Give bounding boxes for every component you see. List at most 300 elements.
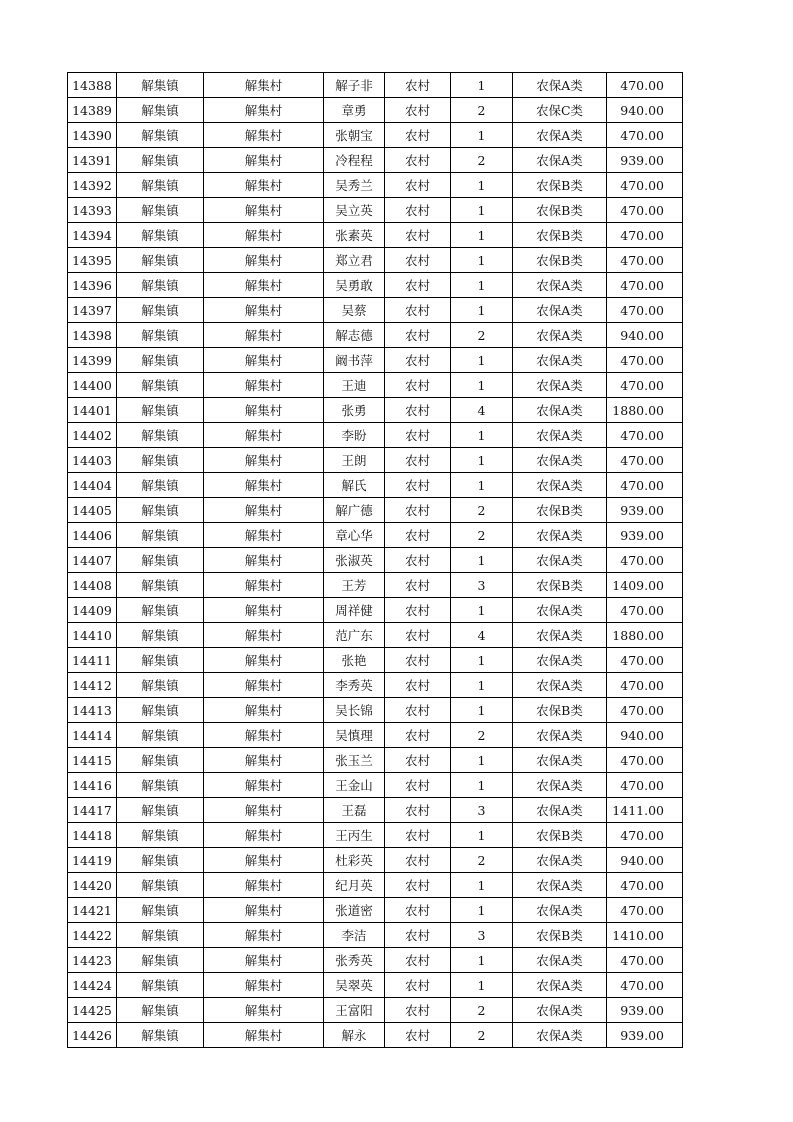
insurance-category-cell: 农保A类 (513, 723, 607, 748)
household-type-cell: 农村 (385, 373, 451, 398)
table-row (68, 473, 683, 498)
record-id-cell: 14418 (68, 823, 117, 848)
amount-cell: 470.00 (607, 248, 683, 273)
town-cell: 解集镇 (117, 823, 204, 848)
amount-cell: 1411.00 (607, 798, 683, 823)
record-id-cell: 14390 (68, 123, 117, 148)
household-type-cell: 农村 (385, 298, 451, 323)
insurance-category-cell: 农保A类 (513, 323, 607, 348)
insurance-category-cell: 农保A类 (513, 448, 607, 473)
table-row (68, 823, 683, 848)
village-cell: 解集村 (204, 273, 324, 298)
village-cell: 解集村 (204, 323, 324, 348)
household-type-cell: 农村 (385, 223, 451, 248)
amount-cell: 470.00 (607, 173, 683, 198)
town-cell: 解集镇 (117, 323, 204, 348)
village-cell: 解集村 (204, 673, 324, 698)
household-type-cell: 农村 (385, 148, 451, 173)
name-cell: 解志德 (324, 323, 385, 348)
record-id-cell: 14388 (68, 73, 117, 98)
town-cell: 解集镇 (117, 548, 204, 573)
insurance-category-cell: 农保A类 (513, 523, 607, 548)
town-cell: 解集镇 (117, 773, 204, 798)
person-count-cell: 1 (451, 348, 513, 373)
record-id-cell: 14389 (68, 98, 117, 123)
amount-cell: 470.00 (607, 548, 683, 573)
amount-cell: 470.00 (607, 973, 683, 998)
amount-cell: 470.00 (607, 873, 683, 898)
table-row (68, 1023, 683, 1048)
insurance-category-cell: 农保A类 (513, 123, 607, 148)
town-cell: 解集镇 (117, 248, 204, 273)
town-cell: 解集镇 (117, 948, 204, 973)
name-cell: 李洁 (324, 923, 385, 948)
village-cell: 解集村 (204, 848, 324, 873)
village-cell: 解集村 (204, 73, 324, 98)
name-cell: 周祥健 (324, 598, 385, 623)
record-id-cell: 14408 (68, 573, 117, 598)
record-id-cell: 14423 (68, 948, 117, 973)
town-cell: 解集镇 (117, 873, 204, 898)
town-cell: 解集镇 (117, 673, 204, 698)
table-row (68, 973, 683, 998)
town-cell: 解集镇 (117, 848, 204, 873)
insurance-category-cell: 农保A类 (513, 548, 607, 573)
amount-cell: 470.00 (607, 198, 683, 223)
name-cell: 解子非 (324, 73, 385, 98)
name-cell: 吴长锦 (324, 698, 385, 723)
person-count-cell: 3 (451, 798, 513, 823)
insurance-category-cell: 农保B类 (513, 173, 607, 198)
table-row (68, 423, 683, 448)
household-type-cell: 农村 (385, 73, 451, 98)
name-cell: 王迪 (324, 373, 385, 398)
record-id-cell: 14393 (68, 198, 117, 223)
person-count-cell: 4 (451, 623, 513, 648)
table-row (68, 98, 683, 123)
insurance-category-cell: 农保B类 (513, 573, 607, 598)
person-count-cell: 1 (451, 973, 513, 998)
name-cell: 吴慎理 (324, 723, 385, 748)
table-row (68, 348, 683, 373)
name-cell: 章心华 (324, 523, 385, 548)
household-type-cell: 农村 (385, 673, 451, 698)
table-row (68, 198, 683, 223)
record-id-cell: 14398 (68, 323, 117, 348)
person-count-cell: 1 (451, 748, 513, 773)
amount-cell: 470.00 (607, 748, 683, 773)
record-id-cell: 14421 (68, 898, 117, 923)
insurance-category-cell: 农保A类 (513, 748, 607, 773)
name-cell: 冷程程 (324, 148, 385, 173)
amount-cell: 1880.00 (607, 398, 683, 423)
town-cell: 解集镇 (117, 623, 204, 648)
household-type-cell: 农村 (385, 198, 451, 223)
town-cell: 解集镇 (117, 398, 204, 423)
name-cell: 郑立君 (324, 248, 385, 273)
village-cell: 解集村 (204, 773, 324, 798)
village-cell: 解集村 (204, 398, 324, 423)
insurance-category-cell: 农保A类 (513, 73, 607, 98)
village-cell: 解集村 (204, 623, 324, 648)
village-cell: 解集村 (204, 798, 324, 823)
amount-cell: 470.00 (607, 273, 683, 298)
amount-cell: 470.00 (607, 673, 683, 698)
household-type-cell: 农村 (385, 498, 451, 523)
amount-cell: 470.00 (607, 223, 683, 248)
village-cell: 解集村 (204, 98, 324, 123)
town-cell: 解集镇 (117, 923, 204, 948)
record-id-cell: 14407 (68, 548, 117, 573)
table-row (68, 248, 683, 273)
household-type-cell: 农村 (385, 623, 451, 648)
table-row (68, 373, 683, 398)
name-cell: 解广德 (324, 498, 385, 523)
person-count-cell: 2 (451, 498, 513, 523)
household-type-cell: 农村 (385, 423, 451, 448)
insurance-category-cell: 农保C类 (513, 98, 607, 123)
town-cell: 解集镇 (117, 373, 204, 398)
person-count-cell: 1 (451, 273, 513, 298)
village-cell: 解集村 (204, 198, 324, 223)
amount-cell: 1880.00 (607, 623, 683, 648)
table-row (68, 923, 683, 948)
village-cell: 解集村 (204, 873, 324, 898)
town-cell: 解集镇 (117, 898, 204, 923)
record-id-cell: 14402 (68, 423, 117, 448)
town-cell: 解集镇 (117, 198, 204, 223)
village-cell: 解集村 (204, 423, 324, 448)
insurance-category-cell: 农保A类 (513, 998, 607, 1023)
record-id-cell: 14411 (68, 648, 117, 673)
village-cell: 解集村 (204, 823, 324, 848)
table-row (68, 848, 683, 873)
person-count-cell: 1 (451, 548, 513, 573)
amount-cell: 939.00 (607, 523, 683, 548)
village-cell: 解集村 (204, 998, 324, 1023)
amount-cell: 470.00 (607, 373, 683, 398)
amount-cell: 470.00 (607, 948, 683, 973)
town-cell: 解集镇 (117, 123, 204, 148)
record-id-cell: 14426 (68, 1023, 117, 1048)
amount-cell: 939.00 (607, 148, 683, 173)
insurance-category-cell: 农保A类 (513, 648, 607, 673)
amount-cell: 470.00 (607, 598, 683, 623)
record-id-cell: 14413 (68, 698, 117, 723)
table-row (68, 523, 683, 548)
table-row (68, 623, 683, 648)
person-count-cell: 1 (451, 373, 513, 398)
household-type-cell: 农村 (385, 473, 451, 498)
insurance-category-cell: 农保A类 (513, 673, 607, 698)
town-cell: 解集镇 (117, 498, 204, 523)
record-id-cell: 14425 (68, 998, 117, 1023)
name-cell: 王磊 (324, 798, 385, 823)
town-cell: 解集镇 (117, 173, 204, 198)
name-cell: 张淑英 (324, 548, 385, 573)
household-type-cell: 农村 (385, 748, 451, 773)
town-cell: 解集镇 (117, 298, 204, 323)
amount-cell: 470.00 (607, 348, 683, 373)
village-cell: 解集村 (204, 598, 324, 623)
person-count-cell: 3 (451, 923, 513, 948)
record-id-cell: 14406 (68, 523, 117, 548)
town-cell: 解集镇 (117, 148, 204, 173)
person-count-cell: 1 (451, 298, 513, 323)
name-cell: 张道密 (324, 898, 385, 923)
amount-cell: 470.00 (607, 298, 683, 323)
table-row (68, 873, 683, 898)
person-count-cell: 1 (451, 673, 513, 698)
town-cell: 解集镇 (117, 998, 204, 1023)
table-row (68, 498, 683, 523)
village-cell: 解集村 (204, 498, 324, 523)
table-row (68, 798, 683, 823)
record-id-cell: 14420 (68, 873, 117, 898)
person-count-cell: 1 (451, 898, 513, 923)
household-type-cell: 农村 (385, 573, 451, 598)
record-id-cell: 14417 (68, 798, 117, 823)
table-row (68, 723, 683, 748)
record-id-cell: 14415 (68, 748, 117, 773)
person-count-cell: 3 (451, 573, 513, 598)
name-cell: 章勇 (324, 98, 385, 123)
village-cell: 解集村 (204, 648, 324, 673)
insurance-category-cell: 农保A类 (513, 973, 607, 998)
table-row (68, 148, 683, 173)
name-cell: 李盼 (324, 423, 385, 448)
name-cell: 张玉兰 (324, 748, 385, 773)
table-row (68, 773, 683, 798)
person-count-cell: 2 (451, 848, 513, 873)
person-count-cell: 2 (451, 98, 513, 123)
household-type-cell: 农村 (385, 648, 451, 673)
household-type-cell: 农村 (385, 998, 451, 1023)
table-row (68, 548, 683, 573)
record-id-cell: 14392 (68, 173, 117, 198)
town-cell: 解集镇 (117, 798, 204, 823)
household-type-cell: 农村 (385, 548, 451, 573)
village-cell: 解集村 (204, 723, 324, 748)
name-cell: 王富阳 (324, 998, 385, 1023)
household-type-cell: 农村 (385, 448, 451, 473)
person-count-cell: 1 (451, 773, 513, 798)
amount-cell: 1410.00 (607, 923, 683, 948)
town-cell: 解集镇 (117, 523, 204, 548)
table-row (68, 273, 683, 298)
village-cell: 解集村 (204, 698, 324, 723)
household-type-cell: 农村 (385, 273, 451, 298)
person-count-cell: 1 (451, 248, 513, 273)
record-id-cell: 14401 (68, 398, 117, 423)
table-row (68, 123, 683, 148)
town-cell: 解集镇 (117, 698, 204, 723)
name-cell: 张秀英 (324, 948, 385, 973)
amount-cell: 470.00 (607, 73, 683, 98)
person-count-cell: 1 (451, 823, 513, 848)
village-cell: 解集村 (204, 148, 324, 173)
person-count-cell: 1 (451, 73, 513, 98)
name-cell: 解氏 (324, 473, 385, 498)
village-cell: 解集村 (204, 448, 324, 473)
record-id-cell: 14394 (68, 223, 117, 248)
insurance-category-cell: 农保A类 (513, 473, 607, 498)
insurance-category-cell: 农保B类 (513, 248, 607, 273)
table-row (68, 598, 683, 623)
name-cell: 王芳 (324, 573, 385, 598)
table-row (68, 648, 683, 673)
table-row (68, 998, 683, 1023)
record-id-cell: 14391 (68, 148, 117, 173)
name-cell: 张朝宝 (324, 123, 385, 148)
name-cell: 李秀英 (324, 673, 385, 698)
person-count-cell: 4 (451, 398, 513, 423)
person-count-cell: 1 (451, 473, 513, 498)
town-cell: 解集镇 (117, 348, 204, 373)
town-cell: 解集镇 (117, 448, 204, 473)
amount-cell: 939.00 (607, 1023, 683, 1048)
record-id-cell: 14405 (68, 498, 117, 523)
household-type-cell: 农村 (385, 123, 451, 148)
insurance-category-cell: 农保B类 (513, 923, 607, 948)
village-cell: 解集村 (204, 373, 324, 398)
person-count-cell: 1 (451, 173, 513, 198)
village-cell: 解集村 (204, 973, 324, 998)
insurance-category-cell: 农保A类 (513, 1023, 607, 1048)
village-cell: 解集村 (204, 923, 324, 948)
table-row (68, 898, 683, 923)
village-cell: 解集村 (204, 248, 324, 273)
amount-cell: 470.00 (607, 473, 683, 498)
insurance-category-cell: 农保B类 (513, 223, 607, 248)
name-cell: 王金山 (324, 773, 385, 798)
table-row (68, 448, 683, 473)
amount-cell: 470.00 (607, 123, 683, 148)
record-id-cell: 14399 (68, 348, 117, 373)
record-id-cell: 14404 (68, 473, 117, 498)
record-id-cell: 14414 (68, 723, 117, 748)
village-cell: 解集村 (204, 748, 324, 773)
insurance-category-cell: 农保A类 (513, 398, 607, 423)
insurance-category-cell: 农保B类 (513, 698, 607, 723)
town-cell: 解集镇 (117, 723, 204, 748)
town-cell: 解集镇 (117, 273, 204, 298)
table-row (68, 173, 683, 198)
household-type-cell: 农村 (385, 773, 451, 798)
record-id-cell: 14397 (68, 298, 117, 323)
household-type-cell: 农村 (385, 973, 451, 998)
insurance-category-cell: 农保B类 (513, 498, 607, 523)
name-cell: 吴翠英 (324, 973, 385, 998)
person-count-cell: 2 (451, 323, 513, 348)
amount-cell: 1409.00 (607, 573, 683, 598)
insurance-category-cell: 农保A类 (513, 598, 607, 623)
table-row (68, 698, 683, 723)
record-id-cell: 14409 (68, 598, 117, 623)
village-cell: 解集村 (204, 123, 324, 148)
village-cell: 解集村 (204, 948, 324, 973)
table-row (68, 73, 683, 98)
data-table (67, 72, 683, 1048)
town-cell: 解集镇 (117, 1023, 204, 1048)
person-count-cell: 1 (451, 698, 513, 723)
town-cell: 解集镇 (117, 73, 204, 98)
name-cell: 张勇 (324, 398, 385, 423)
insurance-category-cell: 农保A类 (513, 898, 607, 923)
household-type-cell: 农村 (385, 348, 451, 373)
name-cell: 范广东 (324, 623, 385, 648)
record-id-cell: 14422 (68, 923, 117, 948)
table-row (68, 948, 683, 973)
household-type-cell: 农村 (385, 698, 451, 723)
name-cell: 解永 (324, 1023, 385, 1048)
household-type-cell: 农村 (385, 848, 451, 873)
table-body (68, 73, 683, 1048)
person-count-cell: 1 (451, 598, 513, 623)
town-cell: 解集镇 (117, 598, 204, 623)
amount-cell: 470.00 (607, 423, 683, 448)
insurance-category-cell: 农保A类 (513, 948, 607, 973)
insurance-category-cell: 农保A类 (513, 423, 607, 448)
person-count-cell: 1 (451, 873, 513, 898)
record-id-cell: 14395 (68, 248, 117, 273)
household-type-cell: 农村 (385, 1023, 451, 1048)
insurance-category-cell: 农保A类 (513, 623, 607, 648)
name-cell: 张艳 (324, 648, 385, 673)
village-cell: 解集村 (204, 573, 324, 598)
insurance-category-cell: 农保A类 (513, 298, 607, 323)
person-count-cell: 2 (451, 998, 513, 1023)
name-cell: 王朗 (324, 448, 385, 473)
household-type-cell: 农村 (385, 173, 451, 198)
name-cell: 吴蔡 (324, 298, 385, 323)
village-cell: 解集村 (204, 173, 324, 198)
amount-cell: 940.00 (607, 723, 683, 748)
name-cell: 张素英 (324, 223, 385, 248)
table-row (68, 748, 683, 773)
amount-cell: 940.00 (607, 848, 683, 873)
table-row (68, 298, 683, 323)
insurance-category-cell: 农保A类 (513, 798, 607, 823)
record-id-cell: 14396 (68, 273, 117, 298)
table-row (68, 398, 683, 423)
town-cell: 解集镇 (117, 748, 204, 773)
name-cell: 王丙生 (324, 823, 385, 848)
town-cell: 解集镇 (117, 223, 204, 248)
person-count-cell: 1 (451, 448, 513, 473)
household-type-cell: 农村 (385, 948, 451, 973)
person-count-cell: 2 (451, 148, 513, 173)
insurance-category-cell: 农保B类 (513, 823, 607, 848)
amount-cell: 940.00 (607, 323, 683, 348)
name-cell: 杜彩英 (324, 848, 385, 873)
amount-cell: 939.00 (607, 998, 683, 1023)
village-cell: 解集村 (204, 473, 324, 498)
name-cell: 吴秀兰 (324, 173, 385, 198)
town-cell: 解集镇 (117, 573, 204, 598)
record-id-cell: 14424 (68, 973, 117, 998)
household-type-cell: 农村 (385, 248, 451, 273)
household-type-cell: 农村 (385, 98, 451, 123)
name-cell: 阚书萍 (324, 348, 385, 373)
village-cell: 解集村 (204, 898, 324, 923)
person-count-cell: 1 (451, 223, 513, 248)
town-cell: 解集镇 (117, 973, 204, 998)
village-cell: 解集村 (204, 523, 324, 548)
village-cell: 解集村 (204, 298, 324, 323)
village-cell: 解集村 (204, 223, 324, 248)
household-type-cell: 农村 (385, 523, 451, 548)
